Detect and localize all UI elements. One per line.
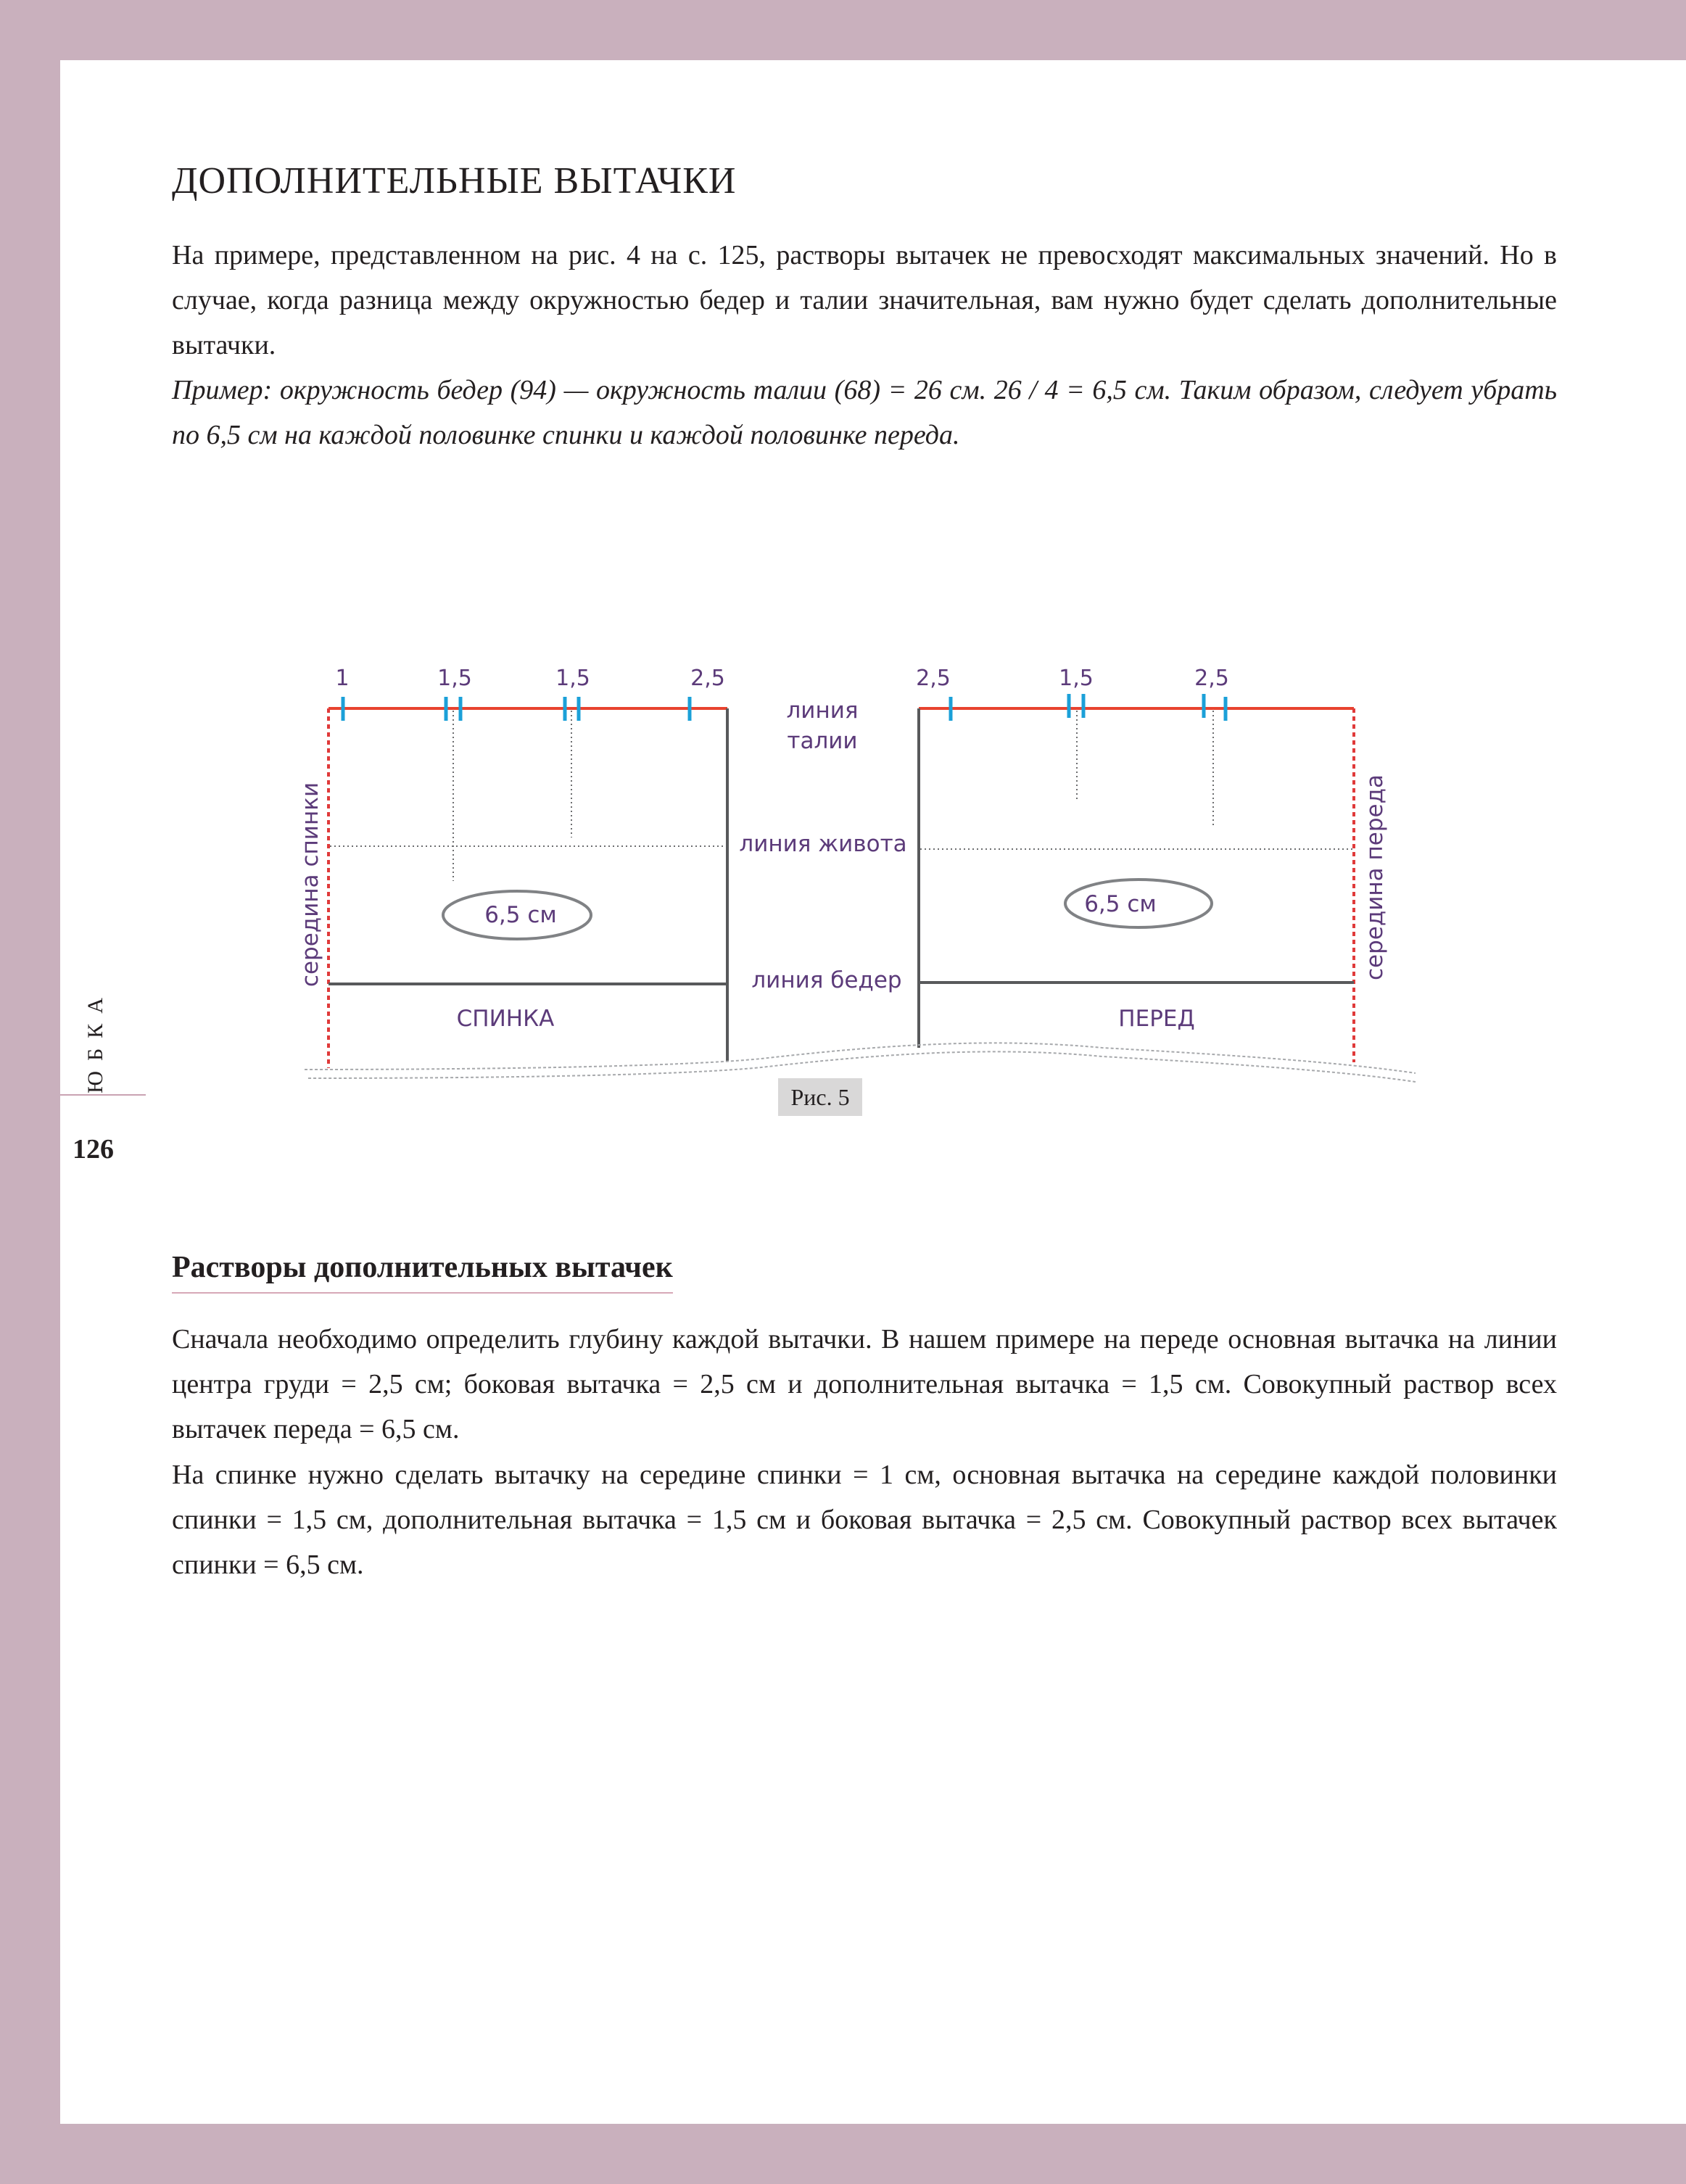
dart-value-label: 1,5 xyxy=(555,666,590,691)
belly-line-label: линия живота xyxy=(739,831,907,857)
dart-value-label: 1,5 xyxy=(437,666,472,691)
page-title: ДОПОЛНИТЕЛЬНЫЕ ВЫТАЧКИ xyxy=(172,160,737,202)
back-total-label: 6,5 см xyxy=(484,902,557,928)
dart-value-label: 2,5 xyxy=(916,666,951,691)
front-center-label: середина переда xyxy=(1362,774,1388,981)
example-paragraph: Пример: окружность бедер (94) — окружность талии (68) = 26 см. 26 / 4 = 6,5 см. Таким образом, следует убрать по 6,5 см на каждой половинке спинки и каждой половинке переда. xyxy=(172,375,1557,450)
dart-value-label: 2,5 xyxy=(1194,666,1229,691)
dart-value-label: 2,5 xyxy=(690,666,725,691)
body-paragraph: На спинке нужно сделать вытачку на середине спинки = 1 см, основная вытачка на середине каждой половинки спинки = 1,5 см, дополнительная вытачка = 1,5 см и боковая вытачка = 2,5 см. Совокупный раствор всех вытачек спинки = 6,5 см. xyxy=(172,1460,1557,1580)
dart-value-label: 1,5 xyxy=(1059,666,1094,691)
hem-band-edge xyxy=(305,1043,1416,1073)
back-center-label: середина спинки xyxy=(297,782,323,988)
waist-line-label: талии xyxy=(787,728,858,754)
waist-line-label: линия xyxy=(786,698,859,724)
hip-line-label: линия бедер xyxy=(751,967,902,993)
back-panel-label: СПИНКА xyxy=(456,1006,555,1032)
figure-caption: Рис. 5 xyxy=(778,1078,862,1116)
section-label: ЮБКА xyxy=(83,988,107,1093)
dart-value-label: 1 xyxy=(335,666,350,691)
front-total-label: 6,5 см xyxy=(1084,891,1157,917)
body-paragraph: Сначала необходимо определить глубину каждой вытачки. В нашем примере на переде основная вытачка на линии центра груди = 2,5 см; боковая вытачка = 2,5 см и дополнительная вытачка = 1,5 см. Совокупный раствор всех вытачек переда = 6,5 см. xyxy=(172,1324,1557,1444)
section-subheading: Растворы дополнительных вытачек xyxy=(172,1250,673,1294)
intro-paragraph: На примере, представленном на рис. 4 на с. 125, растворы вытачек не превосходят максимальных значений. Но в случае, когда разница между окружностью бедер и талии значительная, вам нужно будет сделать дополнительные вытачки. xyxy=(172,240,1557,360)
front-panel-label: ПЕРЕД xyxy=(1118,1006,1195,1032)
page-number: 126 xyxy=(73,1134,114,1165)
